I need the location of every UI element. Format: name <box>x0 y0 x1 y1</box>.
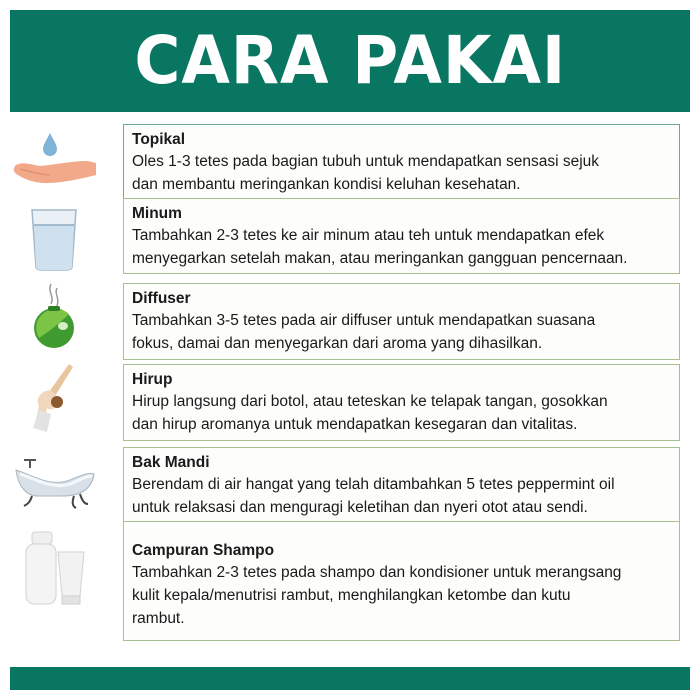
usage-title: Diffuser <box>132 290 191 307</box>
usage-text-line: dan hirup aromanya untuk mendapatkan kesegaran dan vitalitas. <box>132 416 578 433</box>
usage-text-line: Oles 1-3 tetes pada bagian tubuh untuk mendapatkan sensasi sejuk <box>132 153 600 170</box>
usage-box <box>123 364 680 441</box>
footer-bar <box>10 667 690 690</box>
title-banner <box>10 10 690 112</box>
usage-box <box>123 124 680 199</box>
usage-title: Bak Mandi <box>132 454 210 471</box>
usage-title: Campuran Shampo <box>132 542 275 559</box>
water-glass-icon <box>8 206 100 272</box>
usage-box <box>123 447 680 522</box>
shampoo-bottles-icon <box>8 530 100 606</box>
usage-box <box>123 198 680 274</box>
usage-title: Minum <box>132 205 182 222</box>
usage-text-line: menyegarkan setelah makan, atau meringankan gangguan pencernaan. <box>132 250 628 267</box>
usage-box <box>123 283 680 360</box>
bathtub-icon <box>8 452 100 512</box>
page-title: CARA PAKAI <box>134 22 566 99</box>
usage-title: Hirup <box>132 371 173 388</box>
usage-text-line: Hirup langsung dari botol, atau teteskan ke telapak tangan, gosokkan <box>132 393 608 410</box>
usage-text-line: Berendam di air hangat yang telah ditambahkan 5 tetes peppermint oil <box>132 476 615 493</box>
usage-text-line: untuk relaksasi dan menguragi keletihan dan nyeri otot atau sendi. <box>132 499 588 516</box>
usage-title: Topikal <box>132 131 186 148</box>
usage-text-line: Tambahkan 2-3 tetes ke air minum atau teh untuk mendapatkan efek <box>132 227 605 244</box>
usage-text-line: kulit kepala/menutrisi rambut, menghilangkan ketombe dan kutu <box>132 587 571 604</box>
inhale-icon <box>8 362 100 434</box>
usage-text-line: Tambahkan 2-3 tetes pada shampo dan kondisioner untuk merangsang <box>132 564 622 581</box>
usage-text-line: Tambahkan 3-5 tetes pada air diffuser untuk mendapatkan suasana <box>132 312 596 329</box>
usage-box <box>123 521 680 641</box>
usage-text-line: dan membantu meringankan kondisi keluhan kesehatan. <box>132 176 521 193</box>
usage-text-line: rambut. <box>132 610 185 627</box>
diffuser-icon <box>8 282 100 352</box>
hand-drop-icon <box>8 128 100 190</box>
usage-text-line: fokus, damai dan menyegarkan dari aroma yang dihasilkan. <box>132 335 543 352</box>
